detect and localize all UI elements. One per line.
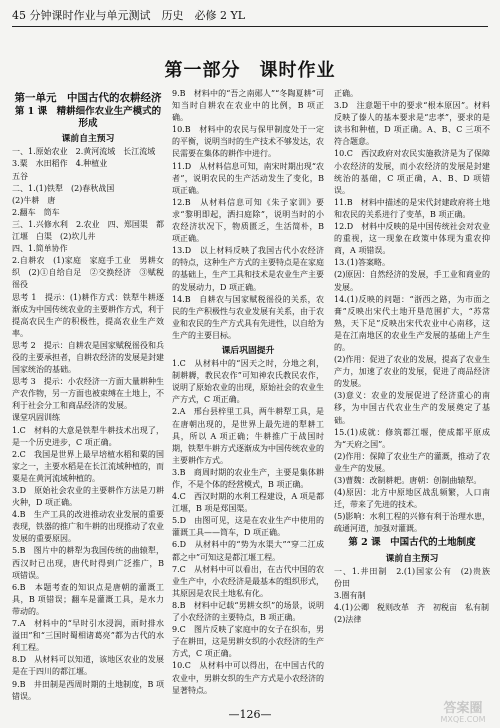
- answer-list: [172, 88, 324, 342]
- answer-line: 一、1.原始农业 2.黄河流域 长江流域: [12, 147, 156, 157]
- answer-line: 思考 2 提示：自耕农是国家赋税徭役和兵役的主要承担者，自耕农经济的发展是封建国家统治的基础。: [12, 340, 164, 375]
- unit-title: 第一单元 中国古代的农耕经济: [14, 92, 162, 104]
- answer-line: 9.C 图片反映了家庭中的女子在织布，男子在耕田，这是男耕女织的小农经济的生产方式，C 项正确。: [172, 625, 324, 659]
- answer-line: 五谷: [12, 171, 28, 181]
- column-left: [12, 88, 164, 708]
- page-number: —126—: [228, 708, 272, 721]
- answer-line: 1.C 从材料中的“因天之时，分地之利，制耕耨，教民农作”可知神农氏教民农作，说明了原始农业的出现，原始社会的农业生产方式，C 项正确。: [172, 359, 324, 405]
- header-text: 45 分钟课时作业与单元测试 历史 必修 2 YL: [12, 9, 246, 22]
- answer-line: (2)原因：自然经济的发展，手工业和商业的发展。: [334, 270, 490, 292]
- answer-line: 5.D 由图可见，这是在农业生产中使用的灌溉工具——筒车，D 项正确。: [172, 516, 324, 538]
- watermark-sub: MXQE.COM: [440, 715, 486, 724]
- watermark-main: 答案圈: [443, 701, 483, 716]
- answer-line: 3.粟 水田稻作 4.种植业: [12, 159, 108, 169]
- answer-line: 15.(1)成就：修筑都江堰，使成都平原成为“天府之国”。: [334, 427, 490, 449]
- part-title: 第一部分 课时作业: [164, 60, 336, 81]
- answer-line: 1.C 材料的大意是铁犁牛耕技术出现了，是一个历史进步，C 项正确。: [12, 425, 164, 447]
- answer-line: 2.C 我国是世界上最早培植水稻和粟的国家之一，主要水稻是在长江流域种植的，而粟是在黄河流域种植的。: [12, 449, 164, 483]
- answer-line: 8.D 从材料可以知道，该地区农业的发展是在于四川的都江堰。: [12, 655, 164, 677]
- answer-line: 思考 1 提示：(1)耕作方式：铁犁牛耕逐渐成为中国传统农业的主要耕作方式，利于提高农民生产的积极性，提高农业生产效率。: [12, 292, 164, 338]
- answer-line: 思考 3 提示：小农经济一方面大量耕种生产农作物，另一方面也被束缚在土地上，不利于社会分工和商品经济的发展。: [12, 377, 164, 411]
- column-middle: [172, 88, 324, 708]
- answer-line: (2)作用：促进了农业的发展，提高了农业生产力，加速了农业的发展，促进了商品经济的发展。: [334, 355, 490, 389]
- answer-line: (4)原因：北方中原地区战乱频繁，人口南迁，带来了先进的技术。: [334, 488, 490, 510]
- answer-list: [12, 146, 164, 702]
- answer-list: [334, 566, 498, 626]
- answer-line: 2.A 邢台县梓里工具，两牛耕犁工具，是在唐朝出现的，是世界上最先进的犁耕工具，所以 A 项正确；牛耕推广于战国时期，铁犁牛耕方式逐渐成为中国传统农业的主要耕作方式。: [172, 407, 324, 465]
- watermark-logo: [432, 702, 494, 724]
- answer-line: 二、1.(1)铁犁 (2)春秋战国: [12, 183, 115, 193]
- answer-line: 7.C 从材料中可以看出，在古代中国的农业生产中，小农经济是最基本的组织形式，其原因是农民土地私有化。: [172, 564, 324, 598]
- answer-line: 3.D 原始社会农业的主要耕作方法是刀耕火种，D 项正确。: [12, 486, 164, 508]
- answer-line: 13.D 以上材料反映了我国古代小农经济的特点，这种生产方式的主要特点是在家庭的基础上，生产工具和技术是农业生产主要的发展动力，D 项正确。: [172, 246, 324, 292]
- answer-line: 4.(1)公卿 税则改革 齐 初税亩 私有制: [334, 602, 489, 612]
- answer-line: (3)意义：农业的发展促进了经济重心的南移，为中国古代农业生产的发展奠定了基础。: [334, 391, 490, 425]
- answer-line: 11.D 从材料信息可知，南宋时期出现“农者”，说明农民的生产活动发生了变化，B 项正确。: [172, 161, 324, 195]
- answer-line: 四、1.简单协作: [12, 244, 68, 254]
- answer-line: 13.(1)答案略。: [334, 258, 391, 268]
- answer-line: 4.B 生产工具的改进推动农业发展的重要表现，铁器的推广和牛耕的出现推动了农业发展的重要原因。: [12, 510, 164, 544]
- answer-line: 7.A 材料中的“早时引水浸润，雨时排水溢田”和“三国时蜀相诸葛亮”都为古代的水利工程。: [12, 619, 164, 653]
- answer-line: (3)曹魏：改制耕耙。唐朝：创制曲辕犁。: [334, 476, 482, 485]
- answer-list: [334, 294, 490, 536]
- column-right: [334, 88, 498, 708]
- lesson-title: 第 1 课 精耕细作农业生产模式的形成: [14, 106, 162, 130]
- answer-list: [334, 88, 490, 294]
- answer-line: (5)影响：水利工程的兴修有利于治理水患，疏通河道，加强对灌溉。: [334, 512, 490, 534]
- answer-line: 3.D 注意题干中的要求“根本原因”。材料反映了傣人的基本要求是“忠孝”，要求的是读书和种植，D 项正确。A、B、C 三项不符合题意。: [334, 101, 490, 147]
- answer-line: 2.自耕农 (1)家庭 家庭手工业 男耕女织 (2)①自给自足 ②交换经济 ③赋税徭役: [12, 256, 164, 290]
- answer-line: 14.(1)反映的问题：“浙西之路，为市面之膏”反映出宋代土地开垦范围扩大，“苏常熟，天下足”反映出宋代农业中心南移，这是在江南地区的农业生产发展的基础上产生的。: [334, 294, 490, 352]
- answer-line: 3.B 商周时期的农业生产，主要是集体耕作，不是个体的经营模式，B 项正确。: [172, 467, 324, 489]
- answer-line: 3.圈有制: [334, 590, 366, 600]
- answer-line: (2)法律: [334, 615, 362, 625]
- answer-line: 6.B 本题考查的知识点是唐朝的灌溉工具，B 项错误；翻车是灌溉工具，是水力带动的。: [12, 582, 164, 616]
- section-heading-preview: 课前自主预习: [61, 134, 115, 145]
- running-header: [12, 4, 488, 27]
- section-heading-review: 课后巩固提升: [221, 345, 275, 356]
- lesson2-title: 第 2 课 中国古代的土地制度: [348, 537, 476, 549]
- answer-line: 10.C 西汉政府对农民实施救济是为了保障小农经济的发展，而小农经济的发展是封建统治的基础，C 项正确，A、B、D 项错误。: [334, 149, 490, 195]
- answer-line: 14.B 自耕农与国家赋税徭役的关系，农民的生产积极性与农业发展有关系，由于农业和农民的生产方式具有先进性，以自给为生产的主要目标。: [172, 294, 324, 340]
- answer-list: [172, 358, 324, 697]
- answer-line: 正确。: [334, 89, 358, 98]
- answer-line: (2)牛耕 唐: [12, 195, 56, 205]
- answer-line: 12.D 材料中反映的是中国传统社会对农业的重视，这一现象在政策中体现为重农抑商，A 项错误。: [334, 222, 490, 256]
- answer-line: 5.B 图片中的耕犁为我国传统的曲辕犁，西汉时已出现，唐代时得到广泛推广，B 项错误。: [12, 546, 164, 580]
- answer-line: 11.B 材料中描述的是宋代封建政府将土地和农民的关系进行了变革，B 项正确。: [334, 197, 490, 219]
- answer-line: 2.翻车 筒车: [12, 207, 60, 217]
- answer-line: 9.B 材料中的“吾之南郧人”“冬陶夏耕”可知当时自耕农在农业中的比例，B 项正确。: [172, 89, 324, 123]
- answer-line: 12.B 从材料信息可知《朱子家训》要求“黎明即起，洒扫庭除”，说明当时的小农经济状况下，物质匮乏，生活简朴，B 项正确。: [172, 197, 324, 244]
- answer-line: 6.D 从材料中的“势为水渠大”“穿二江成都之中”可知这是都江堰工程。: [172, 540, 324, 562]
- answer-line: (2)作用：保障了农业生产的灌溉，推动了农业生产的发展。: [334, 451, 490, 473]
- answer-line: 4.C 西汉时期的水利工程建设，A 项是都江堰，B 项是郑国渠。: [172, 492, 324, 514]
- answer-line: 10.C 从材料中可以得出，在中国古代的农业中，男耕女织的生产方式是小农经济的显著特点。: [172, 661, 324, 695]
- answer-line: 8.B 材料中记载“男耕女织”的场景，说明了小农经济的主要特点，B 项正确。: [172, 600, 324, 623]
- section-heading-preview-2: 课前自主预习: [385, 553, 439, 564]
- answer-line: 10.B 材料中的农民与保甲制度处于一定的平衡，说明当时的生产技术不够发达，农民需要在集体的耕作中进行。: [172, 125, 324, 159]
- answer-line: 课堂巩固训练: [12, 413, 60, 423]
- answer-line: 三、1.兴修水利 2.农业 四、郑国渠 都江堰 白渠 (2)坎儿井: [12, 219, 164, 242]
- answer-line: 一、1.井田制 2.(1)国家公有 (2)贵族 份田: [334, 566, 498, 588]
- answer-line: 9.B 井田制是西周时期的土地制度，B 项错误。: [12, 679, 164, 701]
- part-title-block: [0, 56, 500, 82]
